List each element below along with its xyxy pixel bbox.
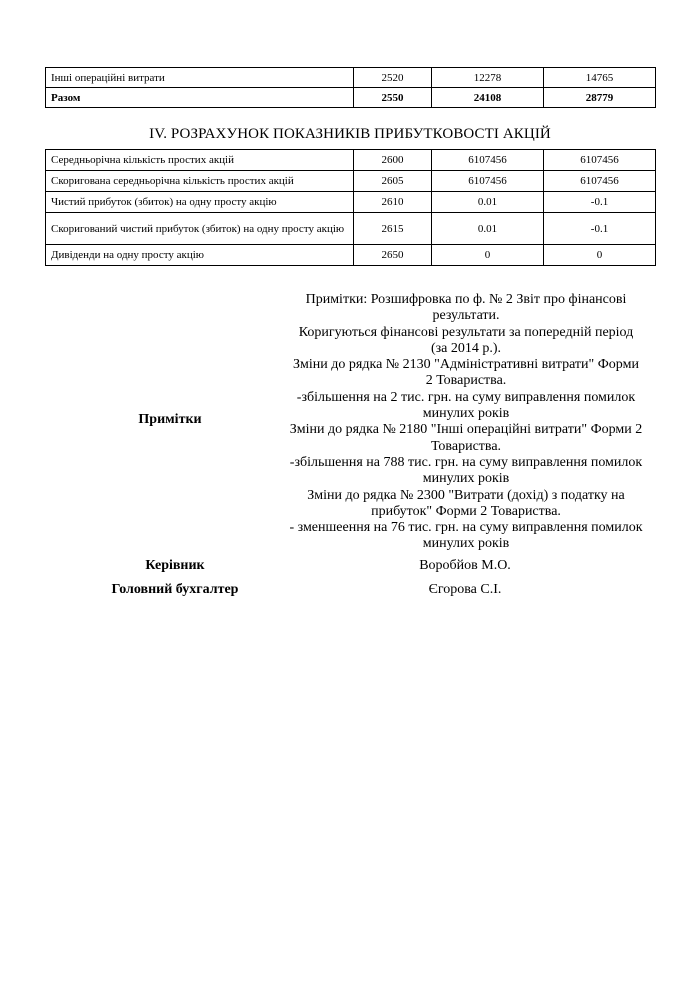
chief-accountant-name: Єгорова С.І. — [428, 582, 502, 597]
notes-line: Примітки: Розшифровка по ф. № 2 Звіт про фінансові — [305, 292, 627, 307]
notes-line: 2 Товариства. — [425, 373, 507, 389]
notes-line: -збільшення на 788 тис. грн. на суму виправлення помилок — [289, 454, 643, 470]
previous-period-value: 6107456 — [544, 150, 656, 171]
current-period-value: 0 — [432, 245, 544, 266]
row-code: 2605 — [354, 171, 432, 192]
notes-line: результати. — [432, 308, 500, 324]
row-code: 2520 — [354, 68, 432, 88]
table-row — [46, 68, 656, 88]
row-label: Інші операційні витрати — [46, 68, 354, 88]
row-code: 2610 — [354, 192, 432, 213]
notes-line: - зменшеення на 76 тис. грн. на суму виправлення помилок — [289, 520, 643, 536]
table-row — [46, 171, 656, 192]
row-code: 2650 — [354, 245, 432, 266]
previous-period-value: 14765 — [544, 68, 656, 88]
notes-label: Примітки — [138, 412, 202, 427]
notes-line: минулих років — [422, 471, 510, 487]
current-period-value: 6107456 — [432, 171, 544, 192]
row-label: Чистий прибуток (збиток) на одну просту акцію — [46, 192, 354, 213]
table-row — [46, 192, 656, 213]
notes-line: (за 2014 р.). — [430, 340, 502, 356]
notes-text — [270, 292, 662, 553]
notes-line: минулих років — [422, 406, 510, 422]
row-code: 2600 — [354, 150, 432, 171]
notes-line: Товариства. — [430, 438, 502, 454]
previous-period-value: -0.1 — [544, 192, 656, 213]
table-row — [46, 245, 656, 266]
current-period-value: 6107456 — [432, 150, 544, 171]
previous-period-value: 0 — [544, 245, 656, 266]
expenses-table — [45, 67, 656, 108]
current-period-value: 0.01 — [432, 213, 544, 245]
director-name: Воробйов М.О. — [419, 558, 511, 573]
previous-period-value: 28779 — [544, 88, 656, 108]
current-period-value: 12278 — [432, 68, 544, 88]
row-label: Дивіденди на одну просту акцію — [46, 245, 354, 266]
total-row — [46, 88, 656, 108]
table-row — [46, 213, 656, 245]
row-label: Скоригована середньорічна кількість простих акцій — [46, 171, 354, 192]
notes-line: Зміни до рядка № 2130 "Адміністративні витрати" Форми — [293, 357, 639, 373]
chief-accountant-label: Головний бухгалтер — [111, 582, 239, 597]
row-code: 2550 — [354, 88, 432, 108]
row-label: Скоригований чистий прибуток (збиток) на одну просту акцію — [46, 213, 354, 245]
current-period-value: 24108 — [432, 88, 544, 108]
previous-period-value: -0.1 — [544, 213, 656, 245]
director-label: Керівник — [145, 558, 205, 573]
notes-line: прибуток" Форми 2 Товариства. — [371, 503, 561, 519]
profitability-table — [45, 149, 656, 266]
row-label: Середньорічна кількість простих акцій — [46, 150, 354, 171]
notes-line: Зміни до рядка № 2180 "Інші операційні витрати" Форми 2 — [289, 422, 643, 438]
notes-line: минулих років — [422, 536, 510, 552]
section-title: IV. РОЗРАХУНОК ПОКАЗНИКІВ ПРИБУТКОВОСТІ АКЦІЙ — [149, 126, 551, 142]
notes-line: Коригуються фінансові результати за попередній період — [298, 324, 634, 340]
table-row — [46, 150, 656, 171]
notes-line: -збільшення на 2 тис. грн. на суму виправлення помилок — [296, 389, 636, 405]
current-period-value: 0.01 — [432, 192, 544, 213]
previous-period-value: 6107456 — [544, 171, 656, 192]
notes-line: Зміни до рядка № 2300 "Витрати (дохід) з податку на — [307, 487, 625, 503]
row-code: 2615 — [354, 213, 432, 245]
row-label: Разом — [46, 88, 354, 108]
